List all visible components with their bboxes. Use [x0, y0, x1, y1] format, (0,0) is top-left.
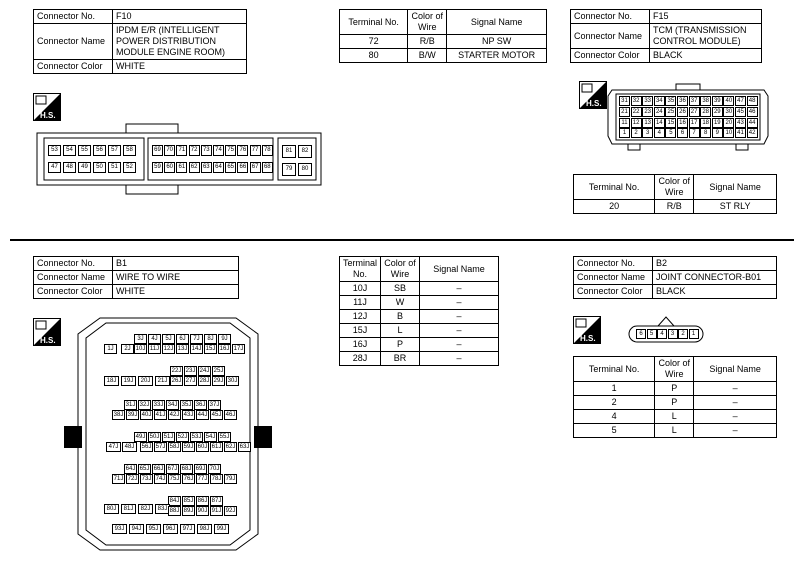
terminal-pin: 28: [700, 107, 711, 117]
terminal-pin: 29: [712, 107, 723, 117]
terminal-pin: 5J: [162, 334, 175, 344]
terminal-pin: 40: [723, 96, 734, 106]
label: Connector Color: [34, 60, 113, 74]
terminal-pin: 35: [665, 96, 676, 106]
header: Signal Name: [420, 257, 499, 282]
b2-connector-face: [628, 314, 704, 344]
terminal-pin: 54J: [205, 434, 216, 440]
cell: –: [694, 410, 777, 424]
terminal-pin: 41J: [155, 412, 166, 418]
terminal-pin: 35J: [181, 402, 192, 408]
terminal-pin: 47: [48, 162, 61, 173]
terminal-pin: 25J: [213, 368, 224, 374]
terminal-pin: 53J: [191, 434, 202, 440]
f10-connector-table: [33, 9, 247, 74]
value: WHITE: [113, 60, 247, 74]
terminal-pin: 42J: [169, 412, 180, 418]
terminal-pin: 56J: [141, 444, 152, 450]
terminal-pin: 15J: [205, 346, 216, 352]
terminal-pin: 2J: [121, 344, 134, 354]
cell: –: [694, 382, 777, 396]
terminal-pin: 23: [642, 107, 653, 117]
cell: –: [694, 424, 777, 438]
terminal-pin: 40J: [141, 412, 152, 418]
harness-side-icon: [579, 81, 607, 109]
terminal-pin: 71: [176, 145, 187, 156]
terminal-pin: 58J: [169, 444, 180, 450]
terminal-pin: 59: [152, 162, 163, 173]
terminal-pin: 24: [654, 107, 665, 117]
terminal-pin: 1: [689, 329, 699, 339]
header: Signal Name: [447, 10, 547, 35]
cell: –: [420, 310, 499, 324]
terminal-pin: 74J: [155, 476, 166, 482]
terminal-pin: 46: [747, 107, 758, 117]
cell: BR: [381, 352, 420, 366]
terminal-pin: 47J: [106, 442, 121, 452]
hs-label: H.S.: [586, 99, 602, 108]
terminal-pin: 79J: [225, 476, 236, 482]
terminal-pin: 79: [282, 163, 296, 176]
terminal-pin: 68: [262, 162, 273, 173]
terminal-pin: 92J: [225, 508, 236, 514]
terminal-pin: 56: [93, 145, 106, 156]
terminal-pin: 65: [225, 162, 236, 173]
header: Color of Wire: [381, 257, 420, 282]
cell: NP SW: [447, 35, 547, 49]
terminal-pin: 3J: [134, 334, 147, 344]
cell: SB: [381, 282, 420, 296]
harness-side-icon: [33, 93, 61, 121]
cell: P: [381, 338, 420, 352]
terminal-pin: 74: [213, 145, 224, 156]
terminal-pin: 11: [619, 118, 630, 128]
terminal-pin: 22J: [171, 368, 182, 374]
terminal-pin: 67J: [167, 466, 178, 472]
terminal-pin: 45J: [211, 412, 222, 418]
cell: –: [420, 338, 499, 352]
terminal-pin: 30: [723, 107, 734, 117]
hs-label: H.S.: [40, 111, 56, 120]
header: Color of Wire: [655, 357, 694, 382]
f15-connector-face: [606, 82, 770, 152]
terminal-pin: 17J: [233, 346, 244, 352]
terminal-pin: 62J: [225, 444, 236, 450]
terminal-pin: 73J: [141, 476, 152, 482]
f15-signal-table: [573, 174, 777, 214]
terminal-pin: 5: [647, 329, 657, 339]
cell: L: [655, 424, 694, 438]
terminal-pin: 24J: [199, 368, 210, 374]
terminal-pin: 53: [48, 145, 61, 156]
terminal-pin: 4J: [148, 334, 161, 344]
terminal-pin: 52J: [177, 434, 188, 440]
cell: W: [381, 296, 420, 310]
terminal-pin: 3: [642, 128, 653, 138]
terminal-pin: 96J: [163, 524, 178, 534]
terminal-pin: 60: [164, 162, 175, 173]
terminal-pin: 99J: [214, 524, 229, 534]
cell: P: [655, 396, 694, 410]
terminal-pin: 6: [636, 329, 646, 339]
terminal-pin: 12: [631, 118, 642, 128]
terminal-pin: 77: [250, 145, 261, 156]
terminal-pin: 58: [123, 145, 136, 156]
value: JOINT CONNECTOR-B01: [653, 271, 777, 285]
terminal-pin: 39: [712, 96, 723, 106]
terminal-pin: 8: [700, 128, 711, 138]
cell: 1: [574, 382, 655, 396]
terminal-pin: 84J: [169, 498, 180, 504]
terminal-pin: 18J: [104, 376, 119, 386]
f10-connector-face: [36, 123, 322, 195]
terminal-pin: 69: [152, 145, 163, 156]
value: F10: [113, 10, 247, 24]
cell: –: [420, 324, 499, 338]
terminal-pin: 68J: [181, 466, 192, 472]
cell: –: [420, 282, 499, 296]
hs-label: H.S.: [40, 336, 56, 345]
terminal-pin: 88J: [169, 508, 180, 514]
b1-connector-face: [60, 314, 276, 554]
terminal-pin: 95J: [146, 524, 161, 534]
terminal-pin: 5: [665, 128, 676, 138]
label: Connector No.: [34, 10, 113, 24]
terminal-pin: 48: [747, 96, 758, 106]
terminal-pin: 44J: [197, 412, 208, 418]
terminal-pin: 9: [712, 128, 723, 138]
label: Connector Name: [571, 24, 650, 49]
cell: 10J: [340, 282, 381, 296]
label: Connector Color: [571, 49, 650, 63]
terminal-pin: 1J: [104, 344, 117, 354]
terminal-pin: 81: [282, 145, 296, 158]
terminal-pin: 20: [723, 118, 734, 128]
terminal-pin: 21: [619, 107, 630, 117]
terminal-pin: 43J: [183, 412, 194, 418]
label: Connector Color: [574, 285, 653, 299]
terminal-pin: 16J: [219, 346, 230, 352]
terminal-pin: 8J: [204, 334, 217, 344]
terminal-pin: 38J: [113, 412, 124, 418]
terminal-pin: 67: [250, 162, 261, 173]
terminal-pin: 77J: [197, 476, 208, 482]
cell: 72: [340, 35, 408, 49]
terminal-pin: 75: [225, 145, 236, 156]
cell: 5: [574, 424, 655, 438]
terminal-pin: 14J: [191, 346, 202, 352]
terminal-pin: 9J: [218, 334, 231, 344]
header: Signal Name: [694, 175, 777, 200]
terminal-pin: 76J: [183, 476, 194, 482]
terminal-pin: 3: [668, 329, 678, 339]
terminal-pin: 91J: [211, 508, 222, 514]
terminal-pin: 61: [176, 162, 187, 173]
terminal-pin: 62: [189, 162, 200, 173]
terminal-pin: 94J: [129, 524, 144, 534]
cell: B/W: [408, 49, 447, 63]
label: Connector Color: [34, 285, 113, 299]
cell: 15J: [340, 324, 381, 338]
terminal-pin: 80: [298, 163, 312, 176]
terminal-pin: 21J: [155, 376, 170, 386]
terminal-pin: 80J: [104, 504, 119, 514]
terminal-pin: 50: [93, 162, 106, 173]
label: Connector Name: [34, 271, 113, 285]
value: F15: [650, 10, 762, 24]
cell: STARTER MOTOR: [447, 49, 547, 63]
harness-side-icon: [573, 316, 601, 344]
terminal-pin: 4: [654, 128, 665, 138]
terminal-pin: 22: [631, 107, 642, 117]
terminal-pin: 72: [189, 145, 200, 156]
terminal-pin: 61J: [211, 444, 222, 450]
terminal-pin: 65J: [139, 466, 150, 472]
terminal-pin: 49: [78, 162, 91, 173]
cell: L: [655, 410, 694, 424]
terminal-pin: 50J: [149, 434, 160, 440]
terminal-pin: 13: [642, 118, 653, 128]
cell: 28J: [340, 352, 381, 366]
terminal-pin: 72J: [127, 476, 138, 482]
terminal-pin: 7J: [190, 334, 203, 344]
label: Connector Name: [574, 271, 653, 285]
terminal-pin: 93J: [112, 524, 127, 534]
terminal-pin: 37: [689, 96, 700, 106]
terminal-pin: 34J: [167, 402, 178, 408]
terminal-pin: 27J: [185, 378, 196, 384]
terminal-pin: 57: [108, 145, 121, 156]
section-divider: [10, 239, 794, 241]
terminal-pin: 31: [619, 96, 630, 106]
terminal-pin: 18: [700, 118, 711, 128]
terminal-pin: 28J: [199, 378, 210, 384]
cell: 4: [574, 410, 655, 424]
terminal-pin: 36: [677, 96, 688, 106]
terminal-pin: 14: [654, 118, 665, 128]
terminal-pin: 4: [657, 329, 667, 339]
value: BLACK: [653, 285, 777, 299]
terminal-pin: 85J: [183, 498, 194, 504]
value: IPDM E/R (INTELLIGENT POWER DISTRIBUTION MODULE ENGINE ROOM): [113, 24, 247, 60]
terminal-pin: 49J: [135, 434, 146, 440]
cell: 12J: [340, 310, 381, 324]
b2-connector-table: [573, 256, 777, 299]
value: B1: [113, 257, 239, 271]
cell: –: [420, 296, 499, 310]
terminal-pin: 36J: [195, 402, 206, 408]
terminal-pin: 20J: [138, 376, 153, 386]
header: Signal Name: [694, 357, 777, 382]
terminal-pin: 29J: [213, 378, 224, 384]
terminal-pin: 19: [712, 118, 723, 128]
terminal-pin: 81J: [121, 504, 136, 514]
cell: 80: [340, 49, 408, 63]
terminal-pin: 82J: [138, 504, 153, 514]
terminal-pin: 30J: [227, 378, 238, 384]
header: Color of Wire: [655, 175, 694, 200]
terminal-pin: 48J: [122, 442, 137, 452]
cell: R/B: [408, 35, 447, 49]
terminal-pin: 71J: [113, 476, 124, 482]
terminal-pin: 10J: [135, 346, 146, 352]
terminal-pin: 57J: [155, 444, 166, 450]
terminal-pin: 54: [63, 145, 76, 156]
terminal-pin: 6: [677, 128, 688, 138]
value: TCM (TRANSMISSION CONTROL MODULE): [650, 24, 762, 49]
header: Terminal No.: [574, 175, 655, 200]
b2-signal-table: [573, 356, 777, 438]
terminal-pin: 13J: [177, 346, 188, 352]
terminal-pin: 26: [677, 107, 688, 117]
terminal-pin: 78J: [211, 476, 222, 482]
value: BLACK: [650, 49, 762, 63]
value: WHITE: [113, 285, 239, 299]
terminal-pin: 15: [665, 118, 676, 128]
terminal-pin: 11J: [149, 346, 160, 352]
cell: –: [694, 396, 777, 410]
label: Connector No.: [34, 257, 113, 271]
terminal-pin: 78: [262, 145, 273, 156]
header: Terminal No.: [340, 10, 408, 35]
value: B2: [653, 257, 777, 271]
terminal-pin: 55J: [219, 434, 230, 440]
terminal-pin: 10: [723, 128, 734, 138]
terminal-pin: 82: [298, 145, 312, 158]
header: Terminal No.: [574, 357, 655, 382]
b1-connector-table: [33, 256, 239, 299]
terminal-pin: 70J: [209, 466, 220, 472]
terminal-pin: 32: [631, 96, 642, 106]
terminal-pin: 83J: [155, 504, 170, 514]
cell: –: [420, 352, 499, 366]
cell: 2: [574, 396, 655, 410]
hs-label: H.S.: [580, 334, 596, 343]
terminal-pin: 64J: [125, 466, 136, 472]
terminal-pin: 2: [678, 329, 688, 339]
cell: ST RLY: [694, 200, 777, 214]
terminal-pin: 33: [642, 96, 653, 106]
cell: 20: [574, 200, 655, 214]
terminal-pin: 19J: [121, 376, 136, 386]
terminal-pin: 32J: [139, 402, 150, 408]
b1-signal-table: [339, 256, 499, 366]
terminal-pin: 73: [201, 145, 212, 156]
terminal-pin: 59J: [183, 444, 194, 450]
terminal-pin: 63: [201, 162, 212, 173]
terminal-pin: 12J: [163, 346, 174, 352]
terminal-pin: 69J: [195, 466, 206, 472]
terminal-pin: 66J: [153, 466, 164, 472]
terminal-pin: 89J: [183, 508, 194, 514]
f10-signal-table: [339, 9, 547, 63]
terminal-pin: 43: [735, 118, 746, 128]
header: Terminal No.: [340, 257, 381, 282]
cell: R/B: [655, 200, 694, 214]
terminal-pin: 34: [654, 96, 665, 106]
cell: P: [655, 382, 694, 396]
terminal-pin: 51J: [163, 434, 174, 440]
terminal-pin: 39J: [127, 412, 138, 418]
terminal-pin: 1: [619, 128, 630, 138]
terminal-pin: 66: [237, 162, 248, 173]
label: Connector No.: [571, 10, 650, 24]
terminal-pin: 64: [213, 162, 224, 173]
terminal-pin: 25: [665, 107, 676, 117]
f15-connector-table: [570, 9, 762, 63]
terminal-pin: 70: [164, 145, 175, 156]
terminal-pin: 46J: [225, 412, 236, 418]
terminal-pin: 2: [631, 128, 642, 138]
terminal-pin: 76: [237, 145, 248, 156]
terminal-pin: 42: [747, 128, 758, 138]
harness-side-icon: [33, 318, 61, 346]
terminal-pin: 23J: [185, 368, 196, 374]
cell: 11J: [340, 296, 381, 310]
terminal-pin: 16: [677, 118, 688, 128]
terminal-pin: 17: [689, 118, 700, 128]
terminal-pin: 52: [123, 162, 136, 173]
terminal-pin: 97J: [180, 524, 195, 534]
terminal-pin: 26J: [171, 378, 182, 384]
terminal-pin: 51: [108, 162, 121, 173]
terminal-pin: 55: [78, 145, 91, 156]
label: Connector No.: [574, 257, 653, 271]
header: Color of Wire: [408, 10, 447, 35]
terminal-pin: 60J: [197, 444, 208, 450]
terminal-pin: 75J: [169, 476, 180, 482]
cell: L: [381, 324, 420, 338]
terminal-pin: 45: [735, 107, 746, 117]
label: Connector Name: [34, 24, 113, 60]
cell: B: [381, 310, 420, 324]
terminal-pin: 38: [700, 96, 711, 106]
terminal-pin: 47: [735, 96, 746, 106]
terminal-pin: 90J: [197, 508, 208, 514]
terminal-pin: 31J: [125, 402, 136, 408]
terminal-pin: 6J: [176, 334, 189, 344]
terminal-pin: 7: [689, 128, 700, 138]
terminal-pin: 44: [747, 118, 758, 128]
terminal-pin: 87J: [211, 498, 222, 504]
terminal-pin: 37J: [209, 402, 220, 408]
terminal-pin: 48: [63, 162, 76, 173]
value: WIRE TO WIRE: [113, 271, 239, 285]
terminal-pin: 86J: [197, 498, 208, 504]
terminal-pin: 98J: [197, 524, 212, 534]
cell: 16J: [340, 338, 381, 352]
terminal-pin: 27: [689, 107, 700, 117]
terminal-pin: 33J: [153, 402, 164, 408]
terminal-pin: 63J: [239, 444, 250, 450]
terminal-pin: 41: [735, 128, 746, 138]
